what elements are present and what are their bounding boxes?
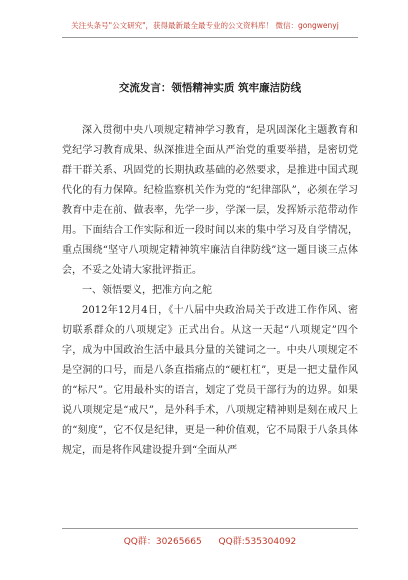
document-body <box>62 121 358 461</box>
body-paragraph: 深入贯彻中央八项规定精神学习教育，是巩固深化主题教育和党纪学习教育成果、纵深推进全面从严治党的重要举措，是密切党群干群关系、巩固党的长期执政基础的必然要求，是推进中国式现代化的有力保障。纪检监察机关作为党的“纪律部队”，必须在学习教育中走在前、做表率，先学一步，学深一层，发挥矫示范带动作用。下面结合工作实际和近一段时间以来的集中学习及自学情况，重点围绕“坚守八项规定精神筑牢廉洁自律防线”这一题目谈三点体会，不妥之处请大家批评指正。 <box>62 125 358 276</box>
body-paragraph: 2012年12月4日，《十八届中央政治局关于改进工作作风、密切联系群众的八项规定》正式出台。从这一天起“八项规定”四个字，成为中国政治生活中最具分量的关键词之一。中央八项规定不是空洞的口号，而是八条直指痛点的“硬杠杠”，更是一把丈量作风的“标尺”。它用最朴实的语言，划定了党员干部行为的边界。如果说八项规定是“戒尺”，是外科手术，八项规定精神则是刻在戒尺上的“刻度”，它不仅是纪律，更是一种价值观，它不局限于八条具体规定，而是将作风建设提升到“全面从严 <box>62 305 358 456</box>
header-note: 关注头条号"公文研究"，获得最新最全最专业的公文资料库！ 微信：gongwenyj <box>71 21 339 30</box>
document-title: 交流发言：领悟精神实质 筑牢廉洁防线 <box>118 82 302 94</box>
footer-contacts <box>62 534 358 547</box>
footer-divider <box>62 528 358 529</box>
footer-qq-group-2: QQ群:535304092 <box>218 537 297 547</box>
section-heading: 一、领悟要义，把准方向之舵 <box>82 285 212 296</box>
footer-qq-group-1: QQ群：30265665 <box>123 537 202 547</box>
header-divider <box>62 37 358 38</box>
